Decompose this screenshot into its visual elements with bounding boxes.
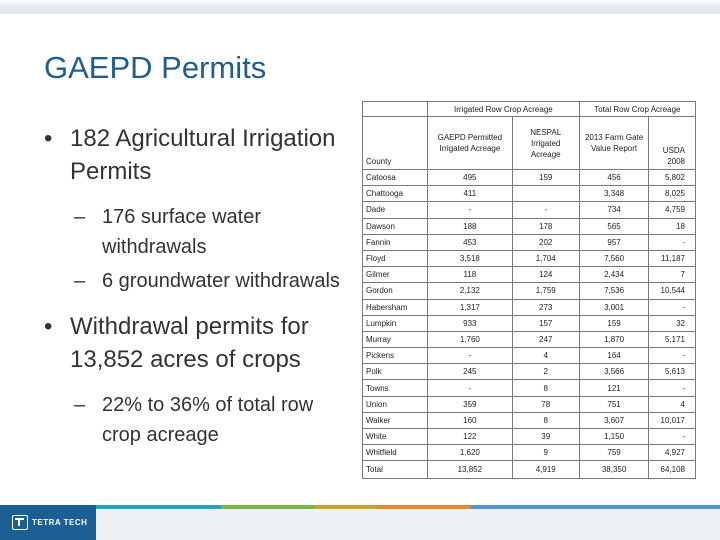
table-body <box>363 170 696 479</box>
cell-usda: 4,927 <box>649 445 696 461</box>
logo-text: TETRA TECH <box>32 518 88 527</box>
cell-farmgate: 7,536 <box>579 283 649 299</box>
table-row <box>363 234 696 250</box>
cell-county: Pickens <box>363 348 428 364</box>
footer-logo <box>0 505 96 540</box>
cell-gaepd: 933 <box>428 315 513 331</box>
cell-usda: 5,171 <box>649 331 696 347</box>
cell-county: Lumpkin <box>363 315 428 331</box>
cell-nespal: 1,704 <box>512 250 579 266</box>
cell-gaepd: 495 <box>428 170 513 186</box>
table-row <box>363 218 696 234</box>
cell-farmgate: 38,350 <box>579 461 649 479</box>
cell-gaepd: 453 <box>428 234 513 250</box>
cell-usda: 10,017 <box>649 412 696 428</box>
cell-farmgate: 734 <box>579 202 649 218</box>
cell-county: Floyd <box>363 250 428 266</box>
cell-county: Total <box>363 461 428 479</box>
cell-usda: - <box>649 429 696 445</box>
table-row <box>363 429 696 445</box>
acreage-table <box>362 101 696 479</box>
cell-usda: 5,802 <box>649 170 696 186</box>
cell-gaepd: - <box>428 380 513 396</box>
table-row <box>363 364 696 380</box>
slide-title: GAEPD Permits <box>44 50 267 85</box>
table-row <box>363 267 696 283</box>
table-row <box>363 380 696 396</box>
table-row <box>363 331 696 347</box>
cell-farmgate: 3,566 <box>579 364 649 380</box>
cell-gaepd: 1,317 <box>428 299 513 315</box>
cell-nespal: 8 <box>512 412 579 428</box>
cell-gaepd: 188 <box>428 218 513 234</box>
cell-gaepd: 1,620 <box>428 445 513 461</box>
cell-nespal: 178 <box>512 218 579 234</box>
table-total-row <box>363 461 696 479</box>
column-header-farmgate: 2013 Farm Gate Value Report <box>579 117 649 170</box>
cell-nespal: 8 <box>512 380 579 396</box>
cell-county: Chattooga <box>363 186 428 202</box>
table-row <box>363 186 696 202</box>
bullet-list <box>40 122 350 454</box>
cell-nespal: 157 <box>512 315 579 331</box>
cell-county: Whitfield <box>363 445 428 461</box>
cell-gaepd: 1,760 <box>428 331 513 347</box>
cell-gaepd: 3,518 <box>428 250 513 266</box>
cell-county: White <box>363 429 428 445</box>
cell-farmgate: 159 <box>579 315 649 331</box>
cell-farmgate: 121 <box>579 380 649 396</box>
sub-bullet-row-crop-share: – 22% to 36% of total row crop acreage <box>40 390 350 450</box>
table-row <box>363 412 696 428</box>
cell-nespal: 78 <box>512 396 579 412</box>
cell-farmgate: 759 <box>579 445 649 461</box>
cell-nespal: 2 <box>512 364 579 380</box>
cell-usda: 4 <box>649 396 696 412</box>
cell-gaepd: 2,132 <box>428 283 513 299</box>
cell-county: Murray <box>363 331 428 347</box>
cell-county: Towns <box>363 380 428 396</box>
table-row <box>363 299 696 315</box>
cell-farmgate: 7,560 <box>579 250 649 266</box>
cell-county: Walker <box>363 412 428 428</box>
table-row <box>363 170 696 186</box>
column-header-usda: USDA 2008 <box>649 117 696 170</box>
cell-farmgate: 3,001 <box>579 299 649 315</box>
cell-farmgate: 164 <box>579 348 649 364</box>
cell-usda: 8,025 <box>649 186 696 202</box>
cell-usda: 4,759 <box>649 202 696 218</box>
table-group-irrigated: Irrigated Row Crop Acreage <box>428 102 580 117</box>
column-header-county: County <box>363 117 428 170</box>
cell-usda: 7 <box>649 267 696 283</box>
cell-county: Catoosa <box>363 170 428 186</box>
cell-gaepd: 245 <box>428 364 513 380</box>
cell-gaepd: 160 <box>428 412 513 428</box>
table-group-total: Total Row Crop Acreage <box>579 102 695 117</box>
cell-farmgate: 1,870 <box>579 331 649 347</box>
top-decorative-band <box>0 0 720 14</box>
cell-gaepd: 118 <box>428 267 513 283</box>
table-row <box>363 315 696 331</box>
cell-farmgate: 3,607 <box>579 412 649 428</box>
table-row <box>363 445 696 461</box>
cell-gaepd: - <box>428 348 513 364</box>
cell-usda: - <box>649 348 696 364</box>
cell-nespal: 159 <box>512 170 579 186</box>
cell-county: Gordon <box>363 283 428 299</box>
cell-farmgate: 751 <box>579 396 649 412</box>
cell-nespal <box>512 186 579 202</box>
acreage-table-container <box>362 101 696 479</box>
cell-usda: 18 <box>649 218 696 234</box>
table-row <box>363 250 696 266</box>
cell-nespal: 273 <box>512 299 579 315</box>
cell-farmgate: 2,434 <box>579 267 649 283</box>
footer-strip <box>96 509 720 540</box>
cell-usda: 64,108 <box>649 461 696 479</box>
sub-bullet-groundwater: – 6 groundwater withdrawals <box>40 266 350 296</box>
cell-county: Dade <box>363 202 428 218</box>
cell-usda: 11,187 <box>649 250 696 266</box>
sub-bullet-surface-water: – 176 surface water withdrawals <box>40 202 350 262</box>
cell-farmgate: 3,348 <box>579 186 649 202</box>
table-row <box>363 202 696 218</box>
cell-nespal: 9 <box>512 445 579 461</box>
cell-farmgate: 565 <box>579 218 649 234</box>
table-header-blank <box>363 102 428 117</box>
cell-usda: - <box>649 234 696 250</box>
cell-farmgate: 957 <box>579 234 649 250</box>
cell-nespal: 4,919 <box>512 461 579 479</box>
cell-nespal: - <box>512 202 579 218</box>
cell-gaepd: - <box>428 202 513 218</box>
cell-county: Gilmer <box>363 267 428 283</box>
cell-usda: 32 <box>649 315 696 331</box>
tetra-tech-logo-icon <box>12 515 28 530</box>
cell-gaepd: 13,852 <box>428 461 513 479</box>
cell-nespal: 39 <box>512 429 579 445</box>
table-row <box>363 396 696 412</box>
cell-usda: - <box>649 380 696 396</box>
table-row <box>363 283 696 299</box>
cell-nespal: 4 <box>512 348 579 364</box>
cell-gaepd: 122 <box>428 429 513 445</box>
cell-nespal: 124 <box>512 267 579 283</box>
column-header-nespal: NESPAL Irrigated Acreage <box>512 117 579 170</box>
column-header-gaepd: GAEPD Permitted Irrigated Acreage <box>428 117 513 170</box>
cell-nespal: 247 <box>512 331 579 347</box>
cell-farmgate: 1,150 <box>579 429 649 445</box>
cell-nespal: 1,759 <box>512 283 579 299</box>
bullet-irrigation-permits: • 182 Agricultural Irrigation Permits <box>40 122 350 188</box>
bullet-withdrawal-permits: • Withdrawal permits for 13,852 acres of crops <box>40 310 350 376</box>
cell-county: Union <box>363 396 428 412</box>
cell-county: Polk <box>363 364 428 380</box>
cell-county: Dawson <box>363 218 428 234</box>
table-row <box>363 348 696 364</box>
cell-farmgate: 456 <box>579 170 649 186</box>
cell-usda: - <box>649 299 696 315</box>
cell-nespal: 202 <box>512 234 579 250</box>
cell-county: Habersham <box>363 299 428 315</box>
cell-usda: 5,613 <box>649 364 696 380</box>
cell-gaepd: 359 <box>428 396 513 412</box>
cell-gaepd: 411 <box>428 186 513 202</box>
cell-county: Fannin <box>363 234 428 250</box>
cell-usda: 10,544 <box>649 283 696 299</box>
